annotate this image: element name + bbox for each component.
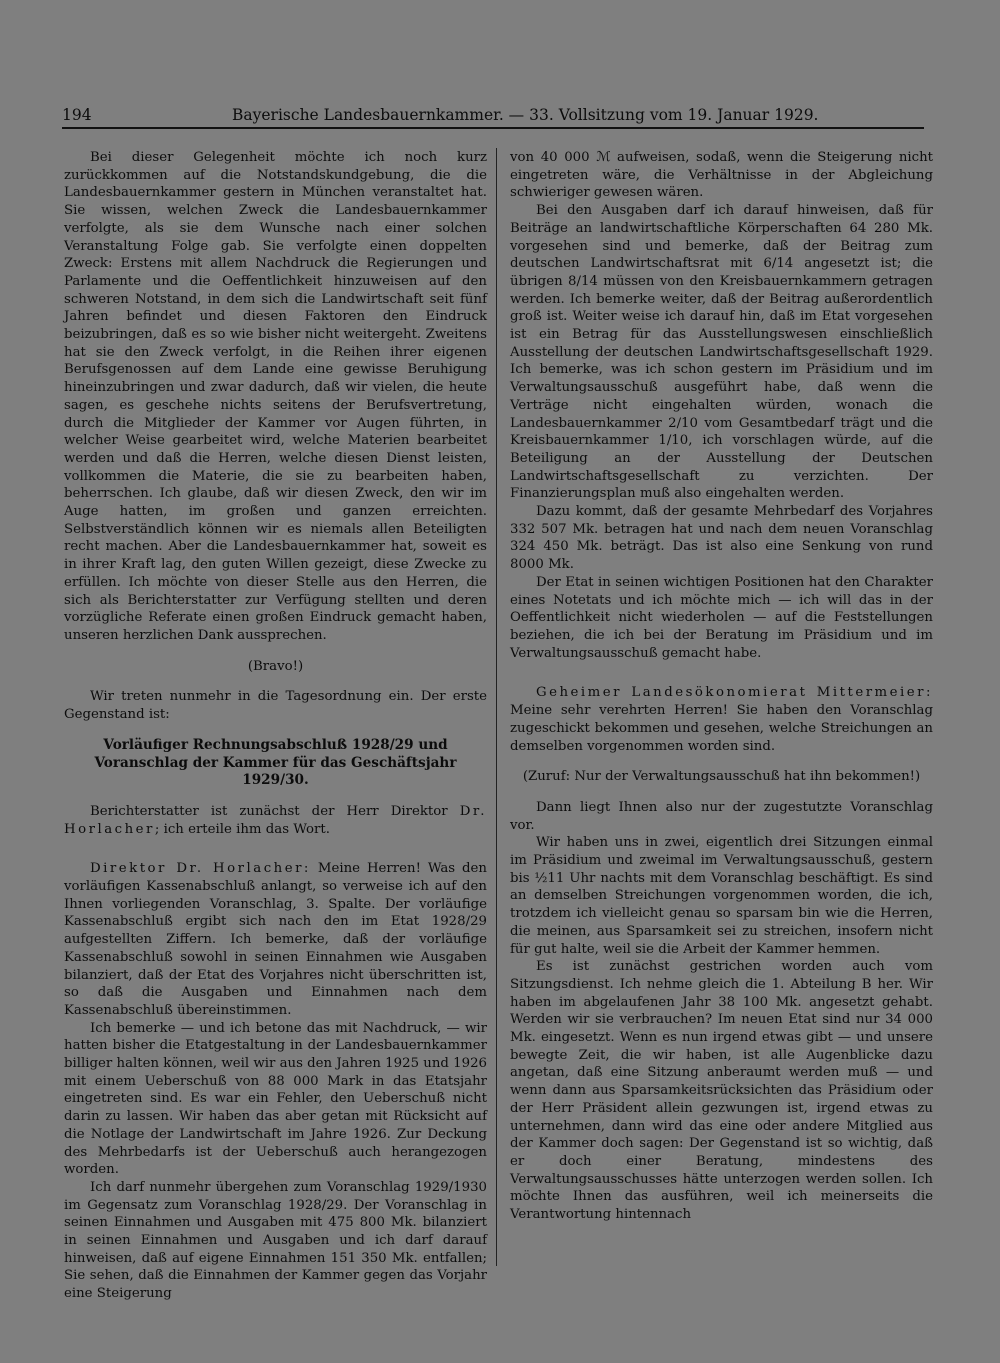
interjection-bravo: (Bravo!)	[247, 658, 304, 674]
text-fragment: ; ich erteile ihm das Wort.	[154, 821, 330, 837]
paragraph: Ich bemerke — und ich betone das mit Nachdruck, — wir hatten bisher die Etatgestaltung in der Landesbauernkammer billiger halten können, weil wir aus den Jahren 1925 und 1926 mit einem Ueberschuß von 88 000 Mark in das Etatsjahr eingetreten sind. Es war ein Fehler, den Ueberschuß nicht darin zu lassen. Wir haben das aber getan mit Rücksicht auf die Notlage der Landwirtschaft im Jahre 1926. Zur Deckung des Mehrbedarfs ist der Ueberschuß auch herangezogen worden.	[64, 1020, 487, 1178]
page-number: 194	[62, 106, 92, 124]
speech-paragraph	[510, 684, 933, 755]
paragraph: Es ist zunächst gestrichen worden auch vom Sitzungsdienst. Ich nehme gleich die 1. Abteilung B her. Wir haben im abgelaufenen Jahr 38 100 Mk. angesetzt gehabt. Werden wir sie verbrauchen? Im neuen Etat sind nur 34 000 Mk. eingesetzt. Wenn es nun irgend etwas gibt — und unsere bewegte Zeit, die wir haben, ist alle Augenblicke dazu angetan, daß eine Sitzung anberaumt werden muß — und wenn dann aus Sparsamkeitsrücksichten das Präsidium oder der Herr Präsident allein gezwungen ist, irgend etwas zu unternehmen, dann wird das eine oder andere Mitglied aus der Kammer doch sagen: Der Gegenstand ist so wichtig, daß er doch einer Beratung, mindestens des Verwaltungsausschusses hätte unterzogen werden sollen. Ich möchte Ihnen das ausführen, weil ich meinerseits die Verantwortung hintennach	[510, 959, 933, 1223]
speech-text: Meine Herren! Was den vorläufigen Kassenabschluß anlangt, so verweise ich auf den Ihnen vorliegenden Voranschlag, 3. Spalte. Der vorläufige Kassenabschluß ergibt sich nach den im Etat 1928/29 aufgestellten Ziffern. Ich bemerke, daß der vorläufige Kassenabschluß sowohl in seinen Einnahmen wie Ausgaben bilanziert, daß der Etat des Vorjahres nicht überschritten ist, so daß die Ausgaben und Einnahmen nach dem Kassenabschluß übereinstimmen.	[64, 861, 487, 1018]
speech-text: Meine sehr verehrten Herren! Sie haben den Voranschlag zugeschickt bekommen und gesehen, welche Streichungen an demselben vorgenommen worden sind.	[510, 703, 933, 754]
right-column	[510, 149, 933, 1224]
paragraph: von 40 000 ℳ aufweisen, sodaß, wenn die Steigerung nicht eingetreten wäre, die Verhältnisse in der Abgleichung schwieriger gewesen wären.	[510, 150, 933, 201]
paragraph: Bei den Ausgaben darf ich darauf hinweisen, daß für Beiträge an landwirtschaftliche Körperschaften 64 280 Mk. vorgesehen sind und bemerke, daß der Beitrag zum deutschen Landwirtschaftsrat mit 6/14 angesetzt ist; die übrigen 8/14 müssen von den Kreisbauernkammern getragen werden. Ich bemerke weiter, daß der Beitrag außerordentlich groß ist. Weiter weise ich darauf hin, daß im Etat vorgesehen ist ein Betrag für das Ausstellungswesen einschließlich Ausstellung der deutschen Landwirtschaftsgesellschaft 1929. Ich bemerke, was ich schon gestern im Präsidium und im Verwaltungsausschuß ausgeführt habe, daß wenn die Verträge nicht eingehalten würden, wonach die Landesbauernkammer 2/10 vom Gesamtbedarf trägt und die Kreisbauernkammer 1/10, ich vorschlagen würde, auf die Beteiligung an der Ausstellung der Deutschen Landwirtschaftsgesellschaft zu verzichten. Der Finanzierungsplan muß also eingehalten werden.	[510, 203, 933, 502]
paragraph: Bei dieser Gelegenheit möchte ich noch kurz zurückkommen auf die Notstandskundgebung, die die Landesbauernkammer gestern in München veranstaltet hat. Sie wissen, welchen Zweck die Landesbauernkammer verfolgte, als sie dem Wunsche nach einer solchen Veranstaltung Folge gab. Sie verfolgte einen doppelten Zweck: Erstens mit allem Nachdruck die Regierungen und Parlamente und die Oeffentlichkeit hinzuweisen auf den schweren Notstand, in dem sich die Landwirtschaft seit fünf Jahren befindet und diesen Faktoren den Eindruck beizubringen, daß es so wie bisher nicht weitergeht. Zweitens hat sie den Zweck verfolgt, in die Reihen ihrer eigenen Berufsgenossen auf dem Lande eine gewisse Beruhigung hineinzubringen und zwar dadurch, daß wir vielen, die heute sagen, es geschehe nichts seitens der Berufsvertretung, durch die Mitglieder der Kammer vor Augen führten, in welcher Weise gearbeitet wird, welche Materien bearbeitet werden und daß die Herren, welche diesen Dienst leisten, vollkommen die Materie, die sie zu bearbeiten haben, beherrschen. Ich glaube, daß wir diesen Zweck, den wir im Auge hatten, im großen und ganzen erreichten. Selbstverständlich können wir es niemals allen Beteiligten recht machen. Aber die Landesbauernkammer hat, soweit es in ihrer Kraft lag, den guten Willen gezeigt, diese Zwecke zu erfüllen. Ich möchte von dieser Stelle aus den Herren, die sich als Berichterstatter zur Verfügung stellten und deren vorzügliche Referate einen großen Eindruck gemacht haben, unseren herzlichen Dank aussprechen.	[64, 150, 487, 643]
column-divider	[496, 148, 497, 1266]
speaker-label: Geheimer Landesökonomierat Mittermeier:	[536, 685, 933, 701]
paragraph: Wir haben uns in zwei, eigentlich drei Sitzungen einmal im Präsidium und zweimal im Verwaltungsausschuß, gestern bis ½11 Uhr nachts mit dem Voranschlag beschäftigt. Es sind an demselben Streichungen vorgenommen worden, die ich, trotzdem ich vielleicht genau so sparsam bin wie die Herren, die meinen, aus Sparsamkeit sei zu streichen, insofern nicht für gut halte, weil sie die Arbeit der Kammer hemmen.	[510, 835, 933, 957]
interjection-zuruf: (Zuruf: Nur der Verwaltungsausschuß hat ihn bekommen!)	[522, 769, 921, 785]
left-column	[64, 149, 487, 1303]
page-header	[62, 103, 924, 129]
speaker-label: Direktor Dr. Horlacher:	[90, 861, 311, 877]
paragraph: Dazu kommt, daß der gesamte Mehrbedarf des Vorjahres 332 507 Mk. betragen hat und nach dem neuen Voranschlag 324 450 Mk. beträgt. Das ist also eine Senkung von rund 8000 Mk.	[510, 504, 933, 573]
paragraph: Der Etat in seinen wichtigen Positionen hat den Charakter eines Notetats und ich möchte mich — ich will das in der Oeffentlichkeit nicht wiederholen — auf die Feststellungen beziehen, die ich bei der Beratung im Präsidium und im Verwaltungsausschuß gemacht habe.	[510, 574, 933, 661]
paragraph: Dann liegt Ihnen also nur der zugestutzte Voranschlag vor.	[510, 799, 933, 833]
running-title: Bayerische Landesbauernkammer. — 33. Vollsitzung vom 19. Januar 1929.	[232, 106, 819, 124]
paragraph: Ich darf nunmehr übergehen zum Voranschlag 1929/1930 im Gegensatz zum Voranschlag 1928/29. Der Voranschlag in seinen Einnahmen und Ausgaben mit 475 800 Mk. bilanziert in seinen Einnahmen und Ausgaben und ich darf darauf hinweisen, daß auf eigene Einnahmen 151 350 Mk. entfallen; Sie sehen, daß die Einnahmen der Kammer gegen das Vorjahr eine Steigerung	[64, 1179, 487, 1302]
text-fragment: Berichterstatter ist zunächst der Herr Direktor	[90, 803, 448, 819]
speech-paragraph	[64, 860, 487, 1019]
paragraph: Wir treten nunmehr in die Tagesordnung ein. Der erste Gegenstand ist:	[64, 689, 487, 723]
agenda-heading: Vorläufiger Rechnungsabschluß 1928/29 und Voranschlag der Kammer für das Geschäftsjahr 1929/30.	[94, 736, 457, 789]
paragraph	[64, 803, 487, 838]
speaker-name: Dr. Horlacher	[64, 803, 487, 837]
